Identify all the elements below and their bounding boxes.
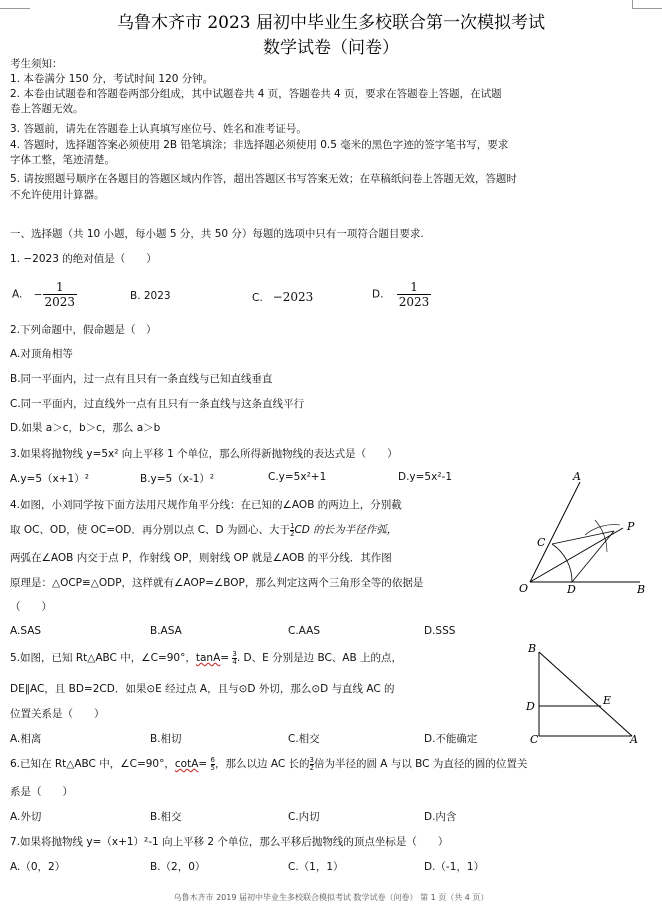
label-o: O — [519, 582, 529, 595]
notice-line: 3. 答题前，请先在答题卷上认真填写座位号、姓名和准考证号。 — [10, 123, 307, 135]
exam-title: 乌鲁木齐市 2023 届初中毕业生多校联合第一次模拟考试 — [116, 13, 546, 33]
question-7-stem: 7.如果将抛物线 y=（x+1）²-1 向上平移 2 个单位，那么平移后抛物线的顶点坐标是（ ） — [10, 836, 449, 848]
notice-line: 不允许使用计算器。 — [10, 189, 105, 201]
notice-line: 1. 本卷满分 150 分，考试时间 120 分钟。 — [10, 73, 214, 85]
q3-option-b: B.y=5（x-1）² — [140, 473, 215, 485]
label-c: C — [537, 536, 546, 549]
q4-option-a: A.SAS — [10, 625, 42, 637]
q7-option-c: C.（1，1） — [288, 861, 344, 873]
q4-option-b: B.ASA — [150, 625, 182, 637]
q1-option-b: B. 2023 — [130, 290, 171, 302]
label-p: P — [627, 520, 635, 533]
notice-line: 卷上答题无效。 — [10, 103, 84, 115]
q7-option-a: A.（0，2） — [10, 861, 66, 873]
notice-heading: 考生须知： — [10, 58, 63, 70]
q4-option-c: C.AAS — [288, 625, 320, 637]
q2-option-a: A.对顶角相等 — [10, 348, 73, 360]
q1-option-d: D. $\frac{1}{2023}$ — [372, 280, 430, 309]
question-5-line: 5.如图，已知 Rt△ABC 中，∠C=90°，tanA= $\frac{3}{4}$. D、E 分别是边 BC、AB 上的点， — [10, 649, 403, 666]
q6-option-d: D.内含 — [424, 811, 457, 823]
label-b: B — [637, 583, 646, 596]
q7-option-b: B.（2，0） — [150, 861, 206, 873]
q1-option-a: A. − $\frac{1}{2023}$ — [12, 280, 76, 309]
exam-subtitle: 数学试卷（问卷） — [263, 38, 399, 58]
question-4-line: 取 OC、OD，使 OC=OD．再分别以点 C、D 为圆心、大于 $\frac{1}{2}CD$ 的长为半径作弧， — [10, 521, 398, 538]
label-a: A — [573, 470, 581, 483]
q7-option-d: D.（-1，1） — [424, 861, 485, 873]
q4-option-d: D.SSS — [424, 625, 456, 637]
q2-option-c: C.同一平面内，过直线外一点有且只有一条直线与这条直线平行 — [10, 398, 305, 410]
question-5-line: DE∥AC，且 BD=2CD．如果⊙E 经过点 A，且与⊙D 外切，那么⊙D 与直线 AC 的 — [10, 683, 395, 695]
corner-mark-top-right-v — [632, 0, 633, 8]
q1-option-c: C. −2023 — [252, 290, 314, 304]
q3-option-a: A.y=5（x+1）² — [10, 473, 89, 485]
q5-option-d: D.不能确定 — [424, 733, 478, 745]
q2-option-d: D.如果 a＞c，b＞c，那么 a＞b — [10, 422, 161, 434]
notice-line: 4. 答题时，选择题答案必须使用 2B 铅笔填涂；非选择题必须使用 0.5 毫米的黑色字迹的签字笔书写，要求 — [10, 139, 509, 151]
label-d: D — [526, 700, 535, 713]
q5-option-a: A.相离 — [10, 733, 42, 745]
section-heading: 一、选择题（共 10 小题，每小题 5 分，共 50 分）每题的选项中只有一项符合题目要求. — [10, 228, 424, 240]
q3-option-c: C.y=5x²+1 — [268, 471, 327, 483]
question-4-line: 4.如图，小刘同学按下面方法用尺规作角平分线：在已知的∠AOB 的两边上，分别截 — [10, 499, 402, 511]
q5-option-c: C.相交 — [288, 733, 320, 745]
right-triangle-figure — [522, 640, 657, 750]
question-5-line: 位置关系是（ ） — [10, 708, 105, 720]
q6-option-b: B.相交 — [150, 811, 182, 823]
question-4-line: 两弧在∠AOB 内交于点 P，作射线 OP，则射线 OP 就是∠AOB 的平分线．其作图 — [10, 552, 392, 564]
notice-line: 字体工整，笔迹清楚。 — [10, 154, 115, 166]
label-c: C — [530, 733, 539, 746]
question-4-line: （ ） — [10, 601, 52, 613]
q6-option-a: A.外切 — [10, 811, 42, 823]
notice-line: 2. 本卷由试题卷和答题卷两部分组成，其中试题卷共 4 页，答题卷共 4 页，要求在答题卷上答题，在试题 — [10, 88, 502, 100]
q2-option-b: B.同一平面内，过一点有且只有一条直线与已知直线垂直 — [10, 373, 273, 385]
question-6-line: 6.已知在 Rt△ABC 中，∠C=90°，cotA= $\frac{6}{5}$，那么以边 AC 长的 $\frac{3}{2}$倍为半径的圆 A 与以 BC 为直径的圆的位置关 — [10, 755, 528, 772]
label-e: E — [603, 694, 612, 707]
label-a: A — [630, 733, 638, 746]
angle-bisector-figure — [515, 470, 655, 600]
question-3-stem: 3.如果将抛物线 y=5x² 向上平移 1 个单位，那么所得新抛物线的表达式是（ ） — [10, 448, 398, 460]
label-b: B — [528, 642, 537, 655]
question-6-line: 系是（ ） — [10, 786, 73, 798]
question-4-line: 原理是：△OCP≌△ODP，这样就有∠AOP=∠BOP，那么判定这两个三角形全等的依据是 — [10, 577, 424, 589]
q6-option-c: C.内切 — [288, 811, 320, 823]
q3-option-d: D.y=5x²-1 — [398, 471, 453, 483]
notice-line: 5. 请按照题号顺序在各题目的答题区域内作答，超出答题区书写答案无效；在草稿纸问卷上答题无效，答题时 — [10, 173, 517, 185]
page-footer: 乌鲁木齐市 2019 届初中毕业生多校联合模拟考试 数学试卷（问卷） 第 1 页（共 4 页） — [173, 893, 489, 902]
q5-option-b: B.相切 — [150, 733, 182, 745]
question-1-stem: 1. −2023 的绝对值是（ ） — [10, 253, 157, 265]
question-2-stem: 2.下列命题中，假命题是（ ） — [10, 324, 157, 336]
side-ab — [539, 652, 632, 736]
label-d: D — [567, 583, 576, 596]
